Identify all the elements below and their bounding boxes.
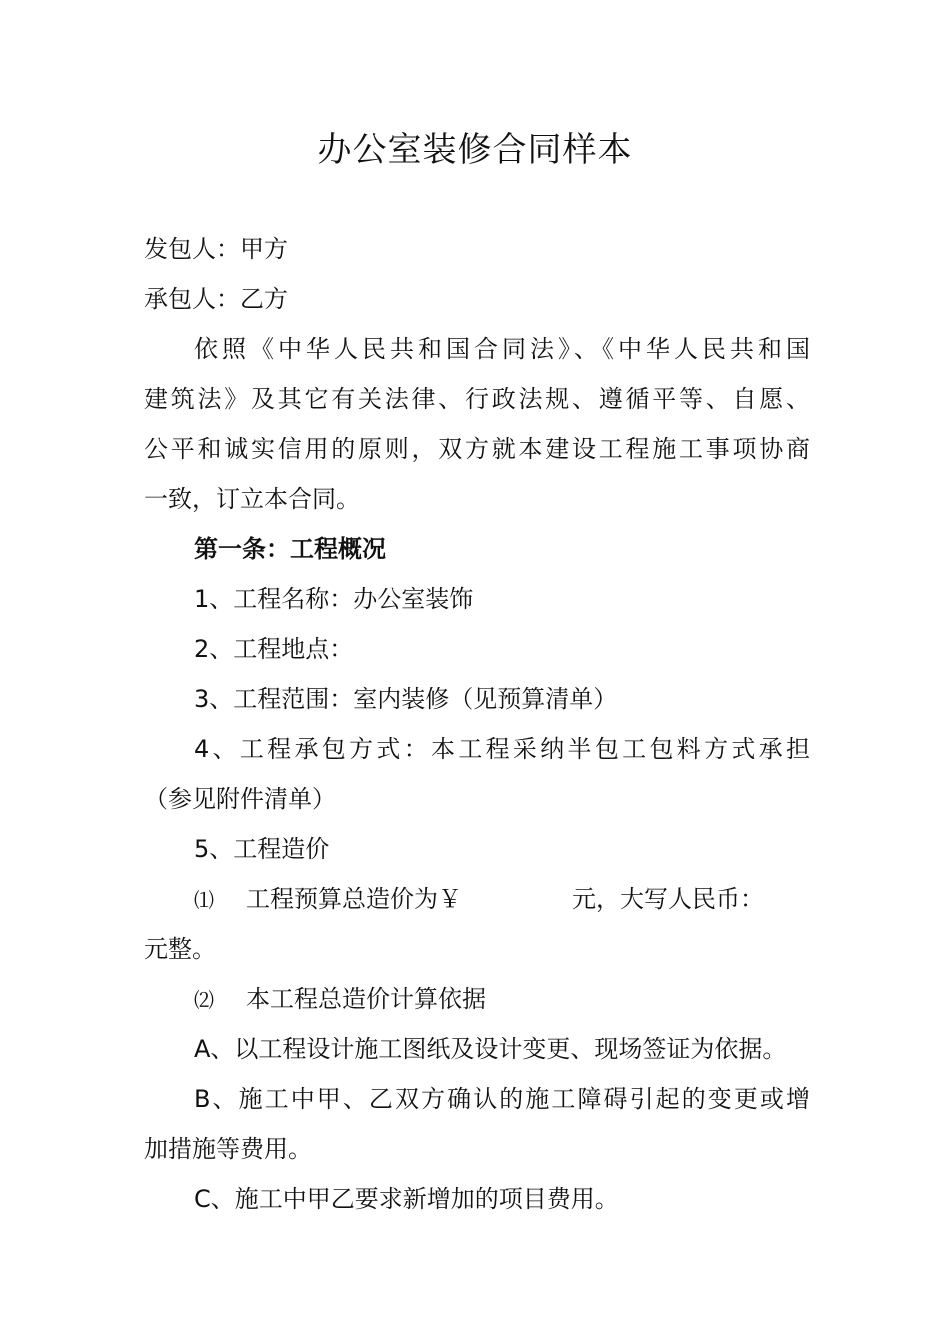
document-body xyxy=(144,224,810,1224)
contract-mode-line: 4、工程承包方式：本工程采纳半包工包料方式承担 xyxy=(194,735,810,763)
cost-item-1-line xyxy=(144,874,810,924)
project-location-line: 2、工程地点： xyxy=(194,635,354,663)
cost-item-2-marker: ⑵ xyxy=(194,988,214,1012)
basis-c-line: C、施工中甲乙要求新增加的项目费用。 xyxy=(194,1185,619,1213)
cost-item-1-text-a: 工程预算总造价为￥ xyxy=(246,885,462,913)
project-name-line: 1、工程名称：办公室装饰 xyxy=(194,585,474,613)
contract-mode-continuation: （参见附件清单） xyxy=(144,785,336,813)
cost-item-2-text: 本工程总造价计算依据 xyxy=(246,985,486,1013)
preamble-line-2: 建筑法》及其它有关法律、行政法规、遵循平等、自愿、 xyxy=(144,385,810,413)
basis-b-line: B、施工中甲、乙双方确认的施工障碍引起的变更或增 xyxy=(194,1085,810,1113)
project-scope-line: 3、工程范围：室内装修（见预算清单） xyxy=(194,685,618,713)
preamble-line-3: 公平和诚实信用的原则，双方就本建设工程施工事项协商 xyxy=(144,435,810,463)
basis-a-line: A、以工程设计施工图纸及设计变更、现场签证为依据。 xyxy=(194,1035,787,1063)
basis-b-continuation: 加措施等费用。 xyxy=(144,1135,312,1163)
preamble-line-4: 一致，订立本合同。 xyxy=(144,485,360,513)
cost-item-1-continuation: 元整。 xyxy=(144,935,216,963)
party-b-line: 承包人：乙方 xyxy=(144,285,288,313)
document-title: 办公室装修合同样本 xyxy=(317,130,633,170)
article-1-heading: 第一条：工程概况 xyxy=(194,535,386,563)
cost-item-2-line xyxy=(144,974,810,1024)
preamble-line-1: 依照《中华人民共和国合同法》、《中华人民共和国 xyxy=(194,335,810,363)
party-a-line: 发包人：甲方 xyxy=(144,235,288,263)
cost-item-1-marker: ⑴ xyxy=(194,888,214,912)
project-cost-heading: 5、工程造价 xyxy=(194,835,330,863)
cost-item-1-text-b: 元，大写人民币： xyxy=(572,885,764,913)
